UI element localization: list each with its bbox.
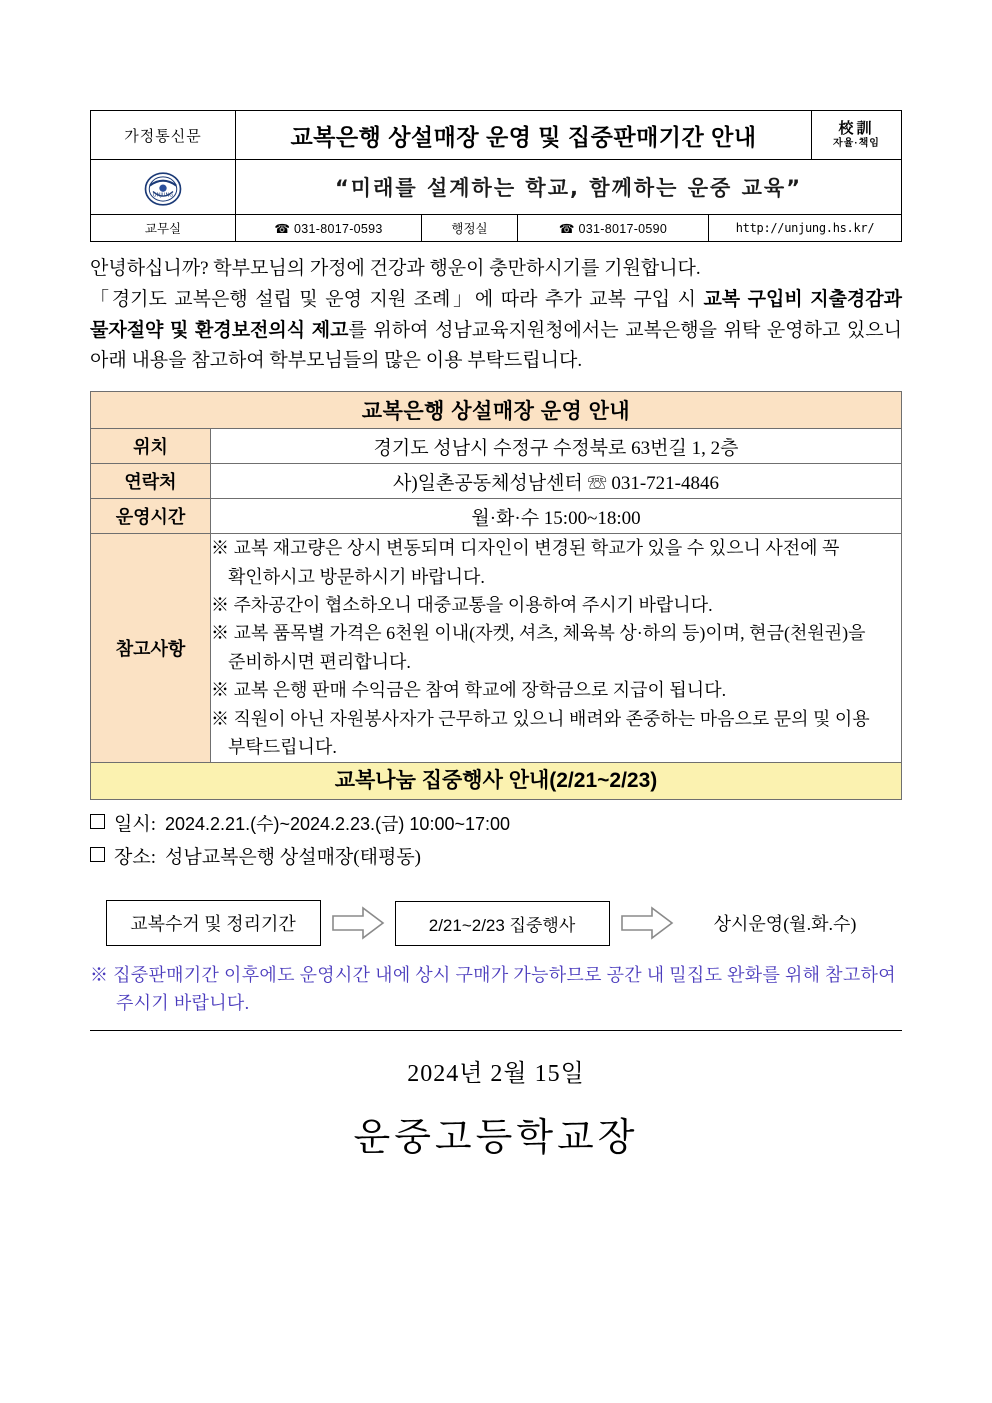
note-item: ※ 교복 재고량은 상시 변동되며 디자인이 변경된 학교가 있을 수 있으니 사전에 꼭 확인하시고 방문하시기 바랍니다.: [211, 538, 840, 587]
motto-korean: 자율·책임: [833, 137, 880, 149]
list-item: [90, 841, 902, 874]
event-date-value: 2024.2.21.(수)~2024.2.23.(금) 10:00~17:00: [165, 813, 511, 834]
row-value-contact: 사)일촌공동체성남센터 ☏ 031-721-4846: [211, 464, 902, 499]
event-place-label: 장소:: [114, 846, 156, 868]
divider: [90, 1030, 902, 1031]
table-row: [91, 499, 902, 534]
store-info-title: 교복은행 상설매장 운영 안내: [91, 392, 902, 429]
letterhead-slogan-row: [91, 160, 902, 215]
purple-notice: ※ 집중판매기간 이후에도 운영시간 내에 상시 구매가 가능하므로 공간 내 밀집도 완화를 위해 참고하여 주시기 바랍니다.: [90, 965, 896, 1013]
notes-cell: [211, 534, 902, 763]
table-row: [91, 534, 902, 763]
event-band-title: 교복나눔 집중행사 안내(2/21~2/23): [90, 763, 902, 800]
list-item: [90, 808, 902, 841]
flow-step-2: 2/21~2/23 집중행사: [395, 901, 610, 946]
office-phone-2: ☎ 031-8017-0590: [518, 215, 709, 241]
school-slogan: “미래를 설계하는 학교, 함께하는 운중 교육”: [236, 160, 902, 215]
flow-step-1: 교복수거 및 정리기간: [106, 900, 321, 946]
event-details-list: [90, 808, 902, 875]
issue-date: 2024년 2월 15일: [407, 1060, 585, 1087]
intro-line-1: 안녕하십니까? 학부모님의 가정에 건강과 행운이 충만하시기를 기원합니다.: [90, 258, 701, 279]
intro-paragraph: [90, 254, 902, 377]
note-item: ※ 직원이 아닌 자원봉사자가 근무하고 있으니 배려와 존중하는 마음으로 문의 및 이용 부탁드립니다.: [211, 708, 870, 758]
signature-line: 운중고등학교장: [353, 1116, 639, 1159]
school-emblem-icon: [143, 169, 183, 209]
school-motto: [812, 111, 902, 160]
emblem-cell: [91, 160, 236, 215]
page-title: 교복은행 상설매장 운영 및 집중판매기간 안내: [236, 111, 812, 160]
row-head-hours: 운영시간: [91, 499, 211, 534]
checkbox-icon: [90, 847, 105, 862]
intro-text-b: 를 위하여 성남교육지원청에서는 교복은행을 위탁 운영하고 있으니 아래 내용을 참고하여 학부모님들의 많은 이용 부탁드립니다.: [90, 319, 902, 372]
motto-hanja: 校訓: [838, 120, 875, 138]
table-row: [91, 464, 902, 499]
letterhead-contact-row: [91, 215, 902, 242]
event-date-label: 일시:: [114, 813, 156, 835]
school-website-link[interactable]: http://unjung.hs.kr/: [735, 221, 875, 235]
office-label-2: 행정실: [422, 215, 518, 241]
intro-line-2: [90, 285, 902, 377]
row-head-contact: 연락처: [91, 464, 211, 499]
doc-kind-label: 가정통신문: [91, 111, 236, 160]
right-arrow-icon: [331, 906, 385, 940]
row-head-location: 위치: [91, 429, 211, 464]
checkbox-icon: [90, 814, 105, 829]
right-arrow-icon: [620, 906, 674, 940]
intro-text-a: 「경기도 교복은행 설립 및 운영 지원 조례」에 따라 추가 교복 구입 시: [90, 288, 704, 310]
letterhead: [90, 110, 902, 242]
note-item: ※ 주차공간이 협소하오니 대중교통을 이용하여 주시기 바랍니다.: [211, 594, 713, 615]
event-place-value: 성남교복은행 상설매장(태평동): [165, 846, 422, 868]
note-item: ※ 교복 품목별 가격은 6천원 이내(자켓, 셔츠, 체육복 상·하의 등)이며, 현금(천원권)을 준비하시면 편리합니다.: [211, 623, 866, 672]
svg-text:UNJUNG: UNJUNG: [152, 192, 174, 199]
table-title-row: [91, 392, 902, 429]
row-value-location: 경기도 성남시 수정구 수정북로 63번길 1, 2층: [211, 429, 902, 464]
letterhead-title-row: [91, 111, 902, 160]
store-info-table: [90, 391, 902, 763]
process-flow-diagram: [90, 900, 902, 946]
office-phone-1: ☎ 031-8017-0593: [236, 215, 422, 241]
row-head-notes: 참고사항: [91, 534, 211, 763]
office-label-1: 교무실: [91, 215, 236, 242]
table-row: [91, 429, 902, 464]
note-item: ※ 교복 은행 판매 수익금은 참여 학교에 장학금으로 지급이 됩니다.: [211, 680, 727, 701]
document-page: [90, 110, 902, 1161]
flow-step-3: 상시운영(월.화.수): [684, 901, 887, 945]
row-value-hours: 월·화·수 15:00~18:00: [211, 499, 902, 534]
intro-text-bold: 교복 구입비 지출경감과 물자절약 및 환경보전의식 제고: [90, 288, 902, 341]
